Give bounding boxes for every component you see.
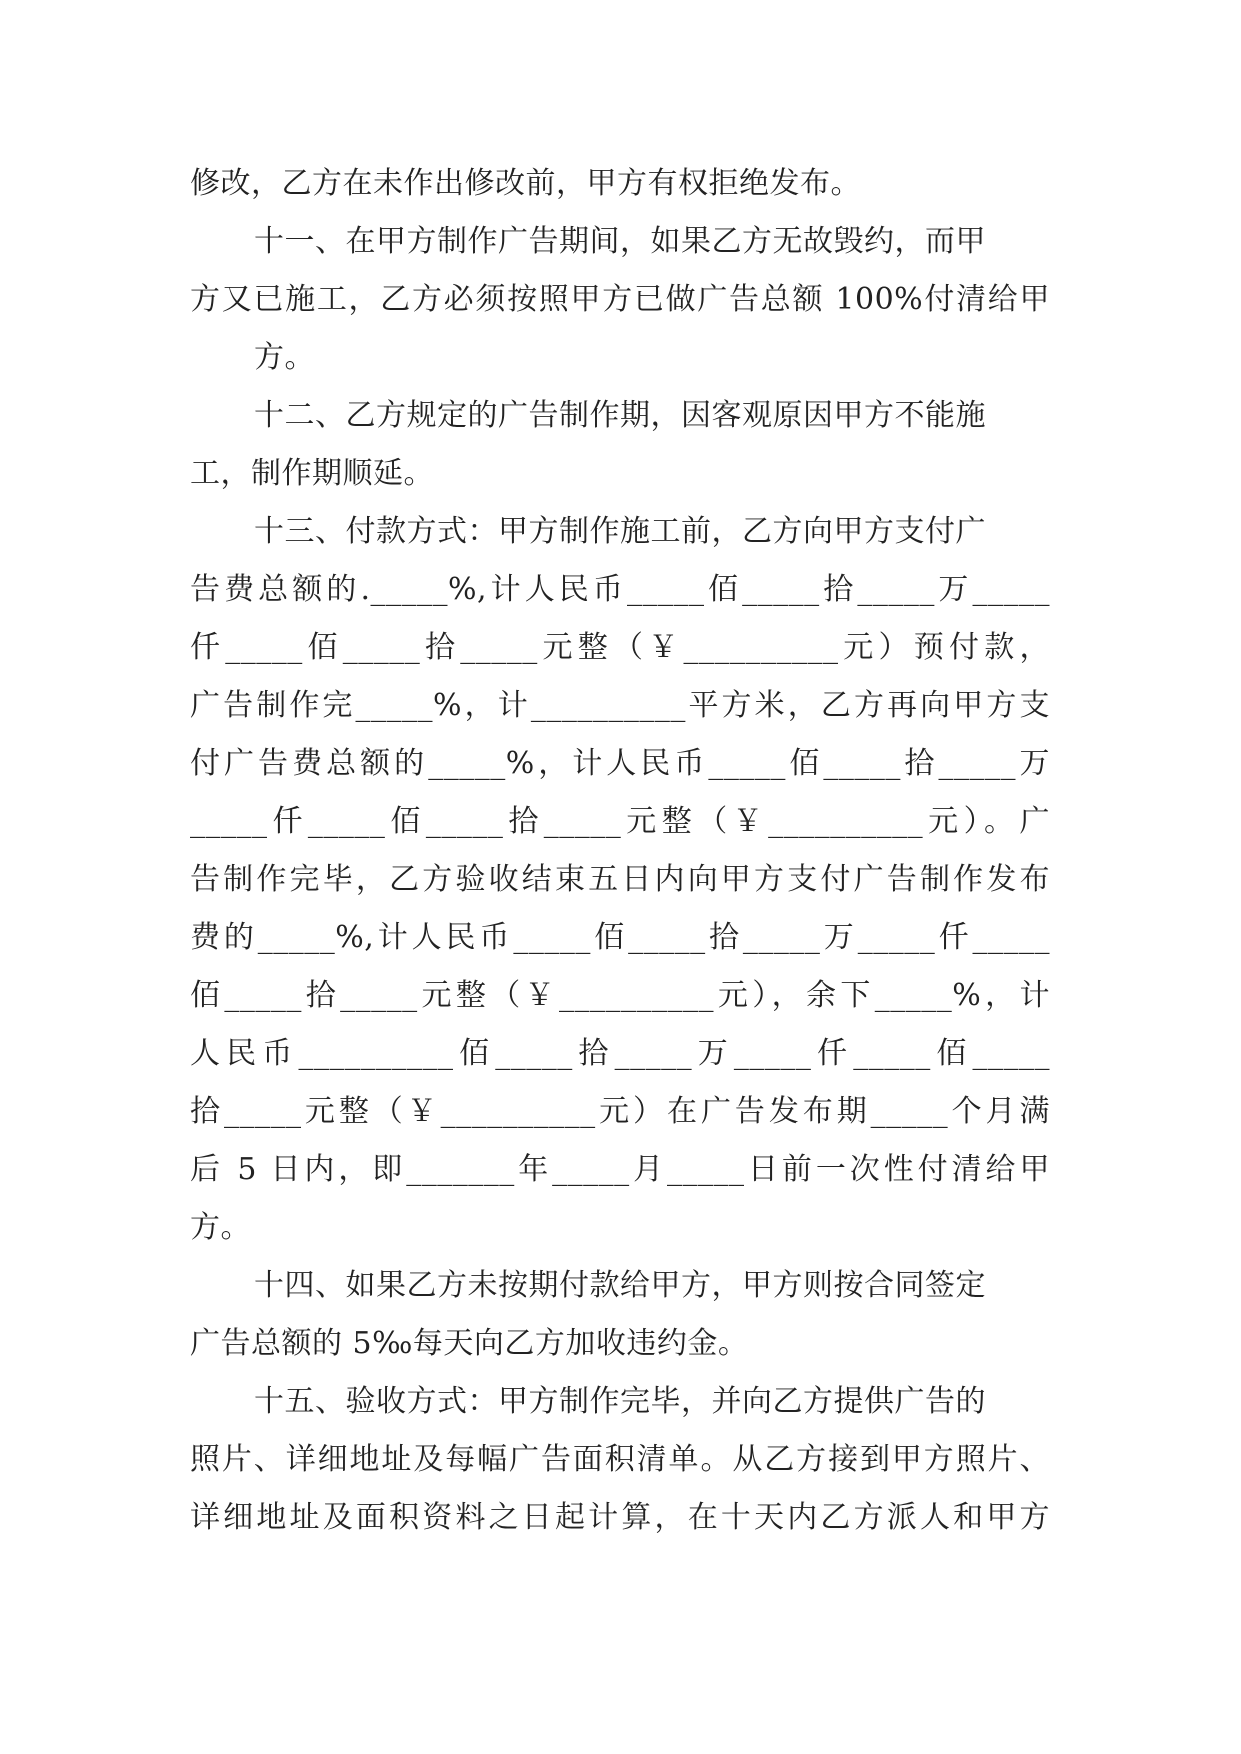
text-line: 仟_____佰_____拾_____元整（￥__________元）预付款，: [190, 630, 1050, 665]
text-line: 费的_____%,计人民币_____佰_____拾_____万_____仟_____: [190, 920, 1050, 955]
text-line: 付广告费总额的_____%，计人民币_____佰_____拾_____万: [190, 746, 1050, 781]
text-line: 十五、验收方式：甲方制作完毕，并向乙方提供广告的: [254, 1384, 986, 1419]
text-line: 告费总额的._____%,计人民币_____佰_____拾_____万_____: [190, 572, 1050, 607]
text-line: 十一、在甲方制作广告期间，如果乙方无故毁约，而甲: [254, 224, 986, 259]
text-line: 方。: [190, 1210, 251, 1245]
text-line: 修改，乙方在未作出修改前，甲方有权拒绝发布。: [190, 166, 861, 201]
text-line: _____仟_____佰_____拾_____元整（￥__________元）。广: [190, 804, 1050, 839]
text-line: 照片、详细地址及每幅广告面积清单。从乙方接到甲方照片、: [190, 1442, 1050, 1477]
text-line: 后 5 日内，即_______年_____月_____日前一次性付清给甲: [190, 1152, 1050, 1187]
text-line: 十三、付款方式：甲方制作施工前，乙方向甲方支付广: [254, 514, 986, 549]
text-line: 告制作完毕，乙方验收结束五日内向甲方支付广告制作发布: [190, 862, 1050, 897]
text-line: 佰_____拾_____元整（￥__________元），余下_____%，计: [190, 978, 1050, 1013]
text-line: 方。: [254, 340, 315, 375]
text-line: 广告制作完_____%，计__________平方米，乙方再向甲方支: [190, 688, 1050, 723]
text-line: 拾_____元整（￥__________元）在广告发布期_____个月满: [190, 1094, 1050, 1129]
text-line: 人民币__________佰_____拾_____万_____仟_____佰_____: [190, 1036, 1050, 1071]
text-line: 十四、如果乙方未按期付款给甲方，甲方则按合同签定: [254, 1268, 986, 1303]
text-line: 工，制作期顺延。: [190, 456, 434, 491]
text-line: 十二、乙方规定的广告制作期，因客观原因甲方不能施: [254, 398, 986, 433]
text-line: 广告总额的 5‰每天向乙方加收违约金。: [190, 1326, 749, 1361]
text-line: 方又已施工，乙方必须按照甲方已做广告总额 100%付清给甲: [190, 282, 1050, 317]
text-line: 详细地址及面积资料之日起计算，在十天内乙方派人和甲方: [190, 1500, 1050, 1535]
